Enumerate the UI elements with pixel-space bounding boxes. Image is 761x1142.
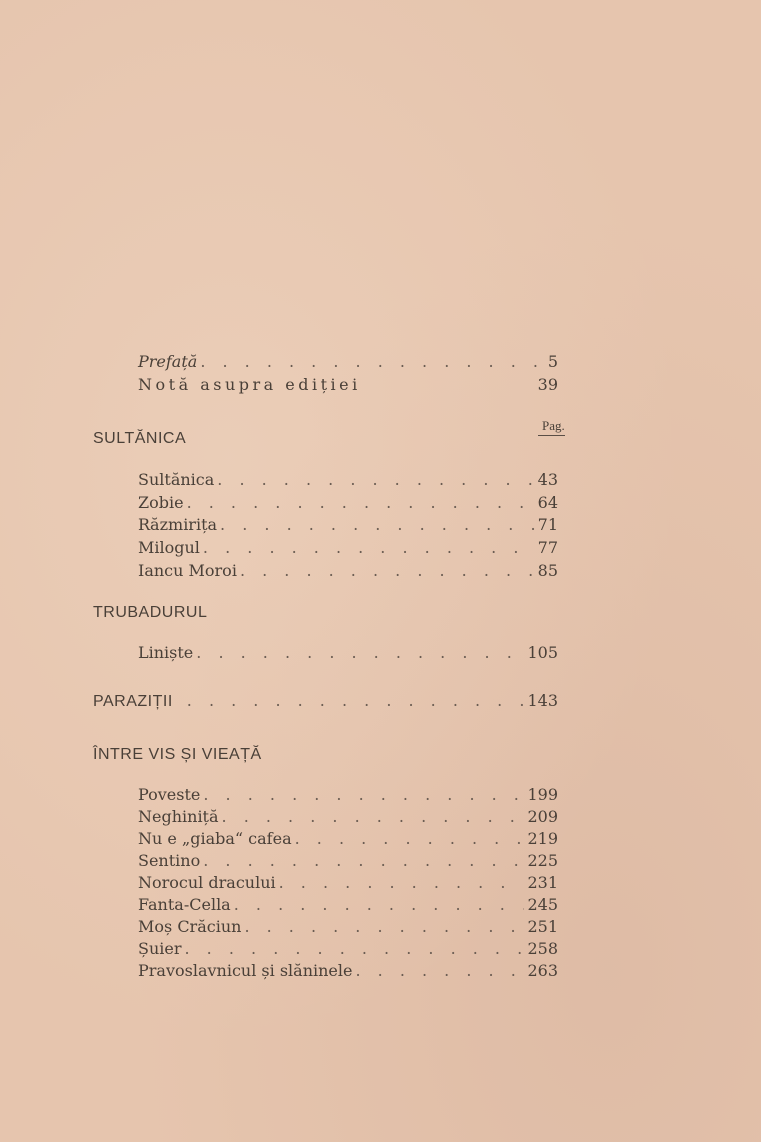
leader-dots — [203, 537, 535, 559]
leader-dots — [185, 938, 525, 960]
leader-dots — [196, 642, 524, 664]
toc-entry-title: Fanta-Cella — [138, 895, 231, 914]
toc-entry — [93, 690, 558, 712]
toc-entry-title: Sultănica — [138, 470, 215, 489]
leader-dots — [187, 492, 535, 514]
toc-entry — [138, 938, 558, 960]
toc-entry-page: 105 — [527, 643, 558, 662]
toc-entry-page: 251 — [527, 917, 558, 936]
toc-entry — [138, 784, 558, 806]
toc-entry-title: Șuier — [138, 939, 182, 958]
leader-dots — [203, 784, 524, 806]
toc-entry-page: 85 — [537, 561, 558, 580]
toc-entry-title: Moș Crăciun — [138, 917, 242, 936]
toc-entry-title: Notă asupra ediției — [138, 375, 361, 394]
toc-entry — [138, 806, 558, 828]
toc-entry-page: 77 — [537, 538, 558, 557]
leader-dots — [244, 916, 524, 938]
toc-entry-title: Neghiniță — [138, 807, 219, 826]
toc-entry — [138, 642, 558, 664]
leader-dots — [222, 806, 525, 828]
leader-dots — [355, 960, 524, 982]
toc-entry-page: 43 — [537, 470, 558, 489]
toc-entry — [138, 514, 558, 536]
toc-entry-title: Zobie — [138, 493, 184, 512]
toc-entry — [138, 351, 558, 373]
leader-dots — [203, 850, 524, 872]
section-heading: ÎNTRE VIS ȘI VIEAȚĂ — [93, 746, 262, 763]
toc-entry-page: 245 — [527, 895, 558, 914]
leader-dots — [187, 690, 525, 712]
toc-entry-page: 263 — [527, 961, 558, 980]
toc-entry-page: 231 — [527, 873, 558, 892]
toc-entry — [138, 492, 558, 514]
page-column-label: Pag. — [538, 418, 565, 436]
toc-entry — [138, 916, 558, 938]
toc-entry — [138, 828, 558, 850]
leader-dots — [234, 894, 525, 916]
toc-entry-title: Liniște — [138, 643, 194, 662]
toc-entry — [138, 469, 558, 491]
toc-entry — [138, 960, 558, 982]
toc-entry-page: 199 — [527, 785, 558, 804]
section-heading: SULTĂNICA — [93, 430, 187, 447]
toc-entry — [138, 537, 558, 559]
toc-entry — [138, 894, 558, 916]
leader-dots — [217, 469, 534, 491]
toc-entry-page: 39 — [537, 375, 558, 394]
leader-dots — [240, 560, 535, 582]
toc-entry-page: 209 — [527, 807, 558, 826]
toc-entry-page: 219 — [527, 829, 558, 848]
toc-entry-title: Milogul — [138, 538, 200, 557]
toc-entry-page: 143 — [527, 691, 558, 710]
toc-entry-title: Poveste — [138, 785, 201, 804]
toc-entry — [138, 872, 558, 894]
leader-dots — [295, 828, 525, 850]
leader-dots — [220, 514, 535, 536]
section-heading: TRUBADURUL — [93, 604, 208, 621]
toc-entry-title: Sentino — [138, 851, 201, 870]
toc-entry — [138, 560, 558, 582]
toc-entry-title: Iancu Moroi — [138, 561, 237, 580]
leader-dots — [200, 351, 545, 373]
toc-entry-page: 71 — [537, 515, 558, 534]
toc-entry — [138, 374, 558, 396]
toc-entry-title: Prefață — [138, 352, 198, 371]
toc-entry-title: Norocul dracului — [138, 873, 276, 892]
toc-entry — [138, 850, 558, 872]
section-heading: PARAZIȚII — [93, 693, 173, 710]
toc-entry-title: Pravoslavnicul și slăninele — [138, 961, 353, 980]
toc-entry-title: Răzmirița — [138, 515, 218, 534]
toc-entry-title: Nu e „giaba“ cafea — [138, 829, 292, 848]
toc-entry-page: 225 — [527, 851, 558, 870]
toc-entry-page: 64 — [537, 493, 558, 512]
toc-entry-page: 258 — [527, 939, 558, 958]
leader-dots — [279, 872, 525, 894]
toc-entry-page: 5 — [547, 352, 558, 371]
